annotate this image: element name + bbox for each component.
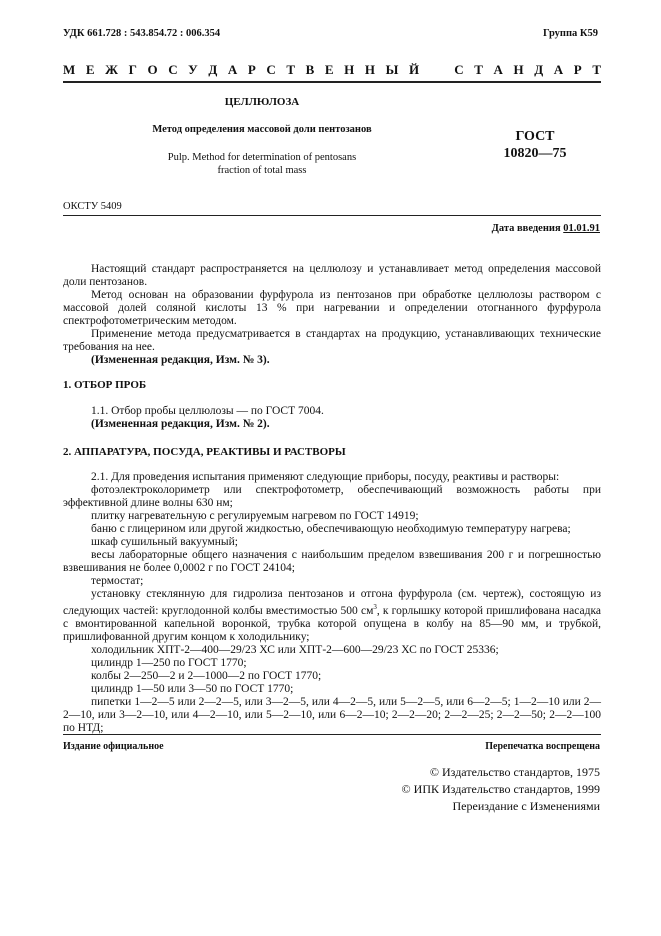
heading-letter: У xyxy=(188,62,198,77)
heading-letter: А xyxy=(227,62,238,77)
heading-letter: М xyxy=(63,62,76,77)
heading-letter: Н xyxy=(513,62,524,77)
method-title-en-line1: Pulp. Method for determination of pentosans xyxy=(167,152,357,163)
para-condenser: холодильник ХПТ-2—400—29/23 ХС или ХПТ-2—600—29/23 ХС по ГОСТ 25336; xyxy=(91,643,499,656)
heading-letter: А xyxy=(493,62,503,77)
para-cylinder-250: цилиндр 1—250 по ГОСТ 1770; xyxy=(91,656,247,669)
para-cylinder-50: цилиндр 1—50 или 3—50 по ГОСТ 1770; xyxy=(91,682,294,695)
intro-date-value: 01.01.91 xyxy=(563,223,600,234)
heading-letter: В xyxy=(305,62,315,77)
section-1-heading: 1. ОТБОР ПРОБ xyxy=(63,379,147,391)
para-photocolorimeter: фотоэлектроколориметр или спектрофотометр, обеспечивающий возможность работы при эффективной длине волны 630 нм; xyxy=(63,484,601,509)
para-glass-setup-b: , к горлышку которой пришлифована насадка с вмонтированной капельной воронкой, трубка которой опущена в колбу на 85—90 мм, и трубкой, пришлифованной другим концом к холодильнику; xyxy=(63,604,601,643)
heading-letter: Е xyxy=(324,62,334,77)
heading-letter: Ж xyxy=(105,62,118,77)
para-glass-setup-sup: 3 xyxy=(373,603,377,611)
official-edition: Издание официальное xyxy=(63,741,164,752)
gost-label: ГОСТ xyxy=(515,129,555,144)
para-flasks: колбы 2—250—2 и 2—1000—2 по ГОСТ 1770; xyxy=(91,669,322,682)
para-glass-setup xyxy=(63,588,601,644)
udk-code: УДК 661.728 : 543.854.72 : 006.354 xyxy=(63,28,221,39)
heading-letter: Н xyxy=(364,62,376,77)
heading-letter: Т xyxy=(474,62,483,77)
para-bath: баню с глицерином или другой жидкостью, обеспечивающую необходимую температуру нагрева; xyxy=(91,523,571,535)
body-block-1 xyxy=(63,263,601,367)
header-divider xyxy=(63,81,601,83)
group-code: Группа К59 xyxy=(542,28,598,39)
para-amendment-2: (Измененная редакция, Изм. № 2). xyxy=(91,418,270,430)
para-2-1: 2.1. Для проведения испытания применяют следующие приборы, посуду, реактивы и растворы: xyxy=(91,471,560,483)
heading-letter: Д xyxy=(208,62,218,77)
heading-letter: Ы xyxy=(385,62,399,77)
okstu-code: ОКСТУ 5409 xyxy=(63,201,122,212)
gost-number: 10820—75 xyxy=(503,146,567,161)
heading-letter: А xyxy=(553,62,564,77)
para-scope: Настоящий стандарт распространяется на целлюлозу и устанавливает метод определения массовой доли пентозанов. xyxy=(63,263,601,288)
method-title-ru: Метод определения массовой доли пентозанов xyxy=(152,124,372,135)
para-1-1: 1.1. Отбор пробы целлюлозы — по ГОСТ 7004. xyxy=(91,405,324,417)
heading-letter: С xyxy=(454,62,464,77)
body-block-2 xyxy=(63,405,601,431)
footer-divider xyxy=(63,734,601,735)
heading-letter: Е xyxy=(85,62,95,77)
heading-letter: Д xyxy=(534,62,544,77)
heading-letter: Й xyxy=(408,62,420,77)
para-application: Применение метода предусматривается в стандартах на продукцию, устанавливающих технические требования на нее. xyxy=(63,328,601,353)
para-method: Метод основан на образовании фурфурола из пентозанов при обработке целлюлозы раствором с массовой долей соляной кислоты 13 % при нагревании и определении отогнанного фурфурола спектрофотометрическим методом. xyxy=(63,289,601,327)
reissue-note: Переиздание с Изменениями xyxy=(452,799,600,813)
intro-date-label: Дата введения xyxy=(491,223,564,234)
heading-letter: Р xyxy=(247,62,256,77)
copyright-1999: © ИПК Издательство стандартов, 1999 xyxy=(401,782,600,796)
para-heater: плитку нагревательную с регулируемым нагревом по ГОСТ 14919; xyxy=(91,510,419,522)
para-amendment-3: (Измененная редакция, Изм. № 3). xyxy=(91,354,270,366)
heading-letter: С xyxy=(168,62,178,77)
heading-letter: О xyxy=(147,62,158,77)
para-scales: весы лабораторные общего назначения с наибольшим пределом взвешивания 200 г и погрешностью взвешивания не более 0,0002 г по ГОСТ 24104; xyxy=(63,549,601,574)
document-title: ЦЕЛЛЮЛОЗА xyxy=(224,96,300,108)
copyright-1975: © Издательство стандартов, 1975 xyxy=(429,765,600,779)
intro-date xyxy=(492,223,600,234)
para-vacuum-oven: шкаф сушильный вакуумный; xyxy=(91,536,238,548)
heading-letter: Н xyxy=(344,62,355,77)
heading-letter: С xyxy=(266,62,276,77)
para-thermostat: термостат; xyxy=(91,575,144,587)
reprint-prohibited: Перепечатка воспрещена xyxy=(485,741,600,752)
para-pipettes: пипетки 1—2—5 или 2—2—5, или 3—2—5, или 4—2—5, или 5—2—5, или 6—2—5; 1—2—10 или 2—2—10, или 3—2—10, или 4—2—10, или 5—2—10, или 6—2—10; 2—2—20; 2—2—25; 2—2—50; 2—2—100 по НТД; xyxy=(63,695,601,734)
section-2-heading: 2. АППАРАТУРА, ПОСУДА, РЕАКТИВЫ И РАСТВОРЫ xyxy=(63,446,346,458)
heading-letter: Т xyxy=(592,62,601,77)
heading-letter: Р xyxy=(573,62,582,77)
heading-letter: Г xyxy=(128,62,137,77)
heading-letter: Т xyxy=(286,62,296,77)
para-glass-setup-a: установку стеклянную для гидролиза пентозанов и отгона фурфурола (см. чертеж), состоящую из следующих частей: круглодонной колбы вместимостью 500 см xyxy=(63,588,601,617)
body-block-3 xyxy=(63,471,601,735)
method-title-en-line2: fraction of total mass xyxy=(217,165,307,176)
okstu-divider xyxy=(63,215,601,216)
standard-kind-heading xyxy=(63,62,601,78)
